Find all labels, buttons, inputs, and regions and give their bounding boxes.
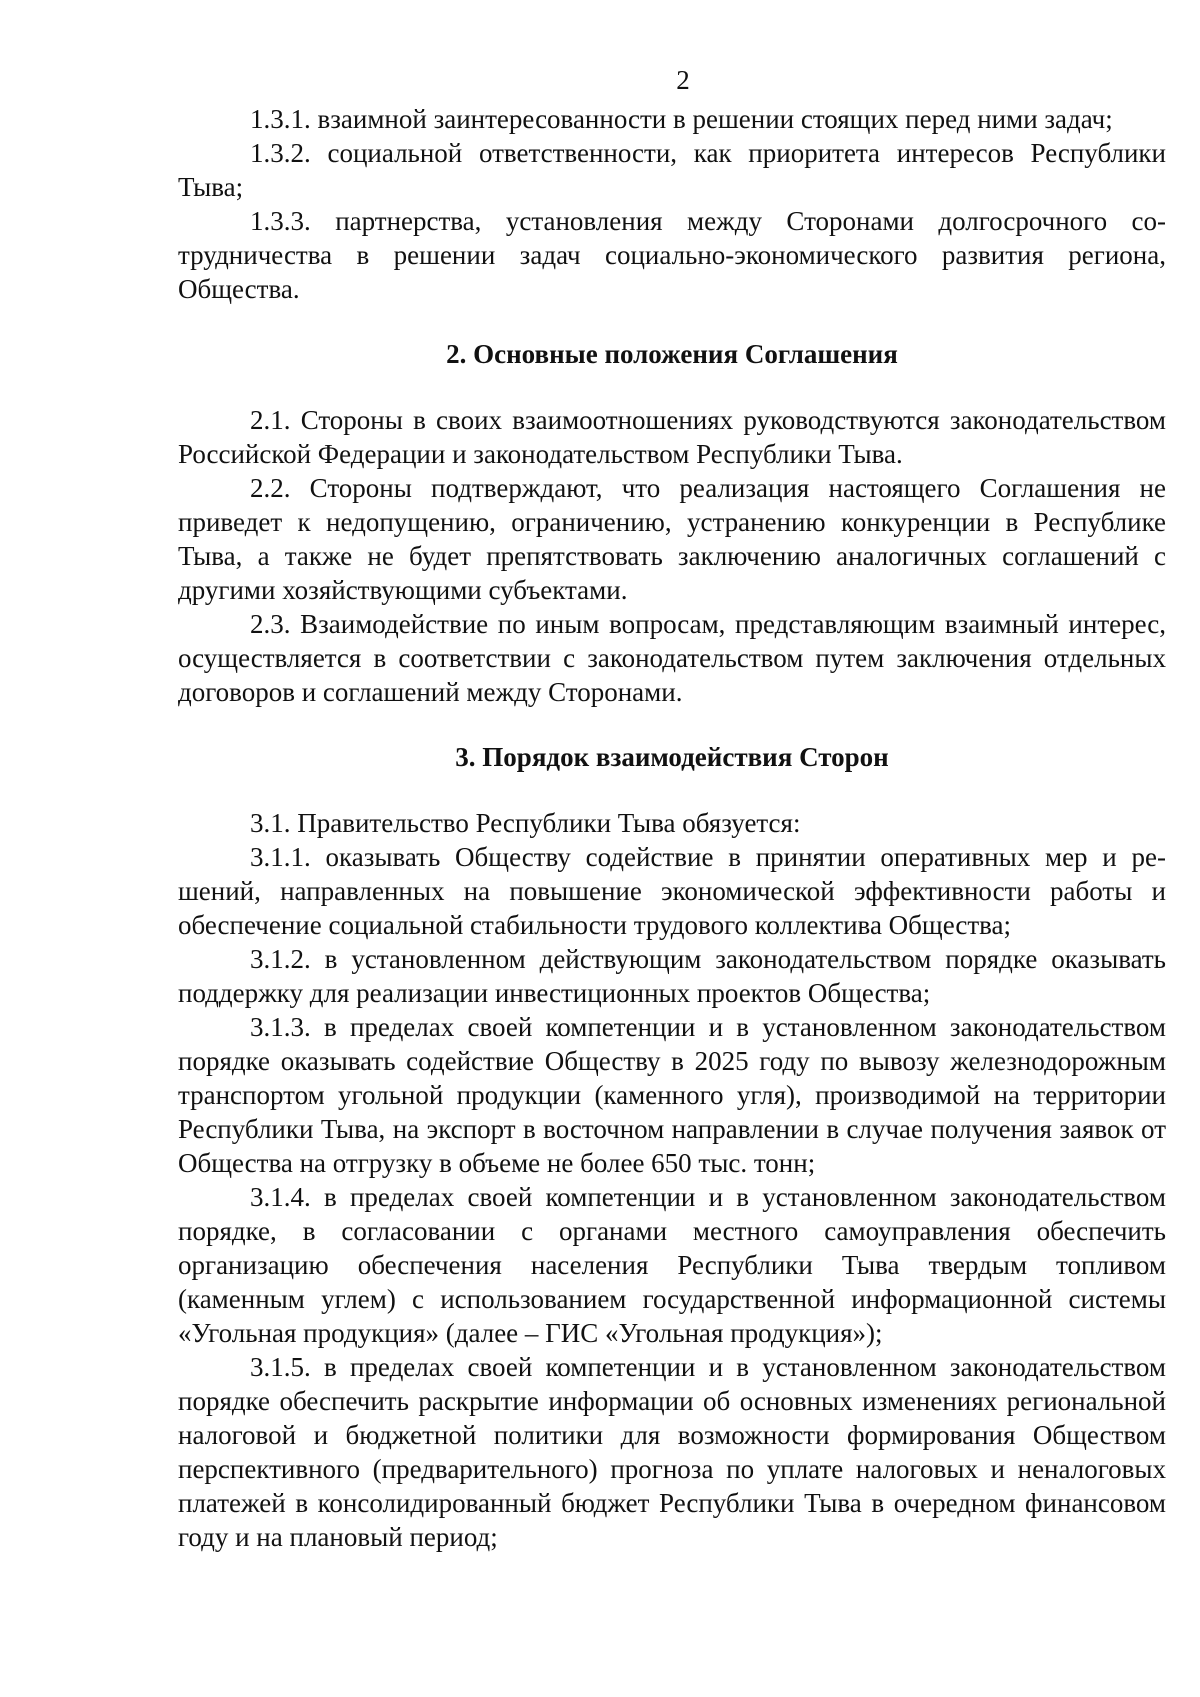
page-number: 2 — [676, 65, 690, 95]
section-3-heading: 3. Порядок взаимодействия Сторон — [455, 742, 889, 772]
clause-3-1-2: 3.1.2. в установленном действующим законодательством порядке оказывать поддержку для реализации инвестиционных проектов Общества; — [178, 944, 1166, 1008]
clause-3-1-5: 3.1.5. в пределах своей компетенции и в установленном законодательством порядке обеспечить раскрытие информации об основных изменениях региональной налоговой и бюджетной политики для возможности формирования Обществом перспективного (предварительного) прогноза по уплате налоговых и неналоговых платежей в консолидированный бюджет Республики Тыва в очередном финансовом году и на плановый период; — [178, 1352, 1166, 1552]
clause-3-1-3: 3.1.3. в пределах своей компетенции и в установленном законодательством порядке оказывать содействие Обществу в 2025 году по вывозу железнодорожным транспортом угольной продукции (каменного угля), производимой на территории Республики Тыва, на экспорт в восточном направлении в случае получения заявок от Общества на отгрузку в объеме не более 650 тыс. тонн; — [178, 1012, 1166, 1178]
clause-2-3: 2.3. Взаимодействие по иным вопросам, представляющим взаимный интерес, осуществляется в соответствии с законодательством путем заключения отдельных договоров и соглашений между Сторонами. — [178, 609, 1166, 707]
clause-1-3-1: 1.3.1. взаимной заинтересованности в решении стоящих перед ними задач; — [250, 104, 1113, 134]
clause-1-3-3: 1.3.3. партнерства, установления между Сторонами долгосрочного сотрудничества в решении задач социально-экономического развития региона, Общества. — [178, 206, 1166, 304]
clause-3-1: 3.1. Правительство Республики Тыва обязуется: — [250, 808, 801, 838]
clause-2-2: 2.2. Стороны подтверждают, что реализация настоящего Соглашения не приведет к недопущению, ограничению, устранению конкуренции в Республике Тыва, а также не будет препятствовать заключению аналогичных соглашений с другими хозяйствующими субъектами. — [178, 473, 1166, 605]
clause-1-3-2: 1.3.2. социальной ответственности, как приоритета интересов Республики Тыва; — [178, 138, 1166, 202]
document-page — [178, 62, 1166, 1554]
clause-2-1: 2.1. Стороны в своих взаимоотношениях руководствуются законодательством Российской Федерации и законодательством Республики Тыва. — [178, 405, 1166, 469]
clause-3-1-4: 3.1.4. в пределах своей компетенции и в установленном законодательством порядке, в согласовании с органами местного самоуправления обеспечить организацию обеспечения населения Республики Тыва твердым топливом (каменным углем) с использованием государственной информационной системы «Угольная продукция» (далее – ГИС «Угольная продукция»); — [178, 1182, 1166, 1348]
clause-3-1-1: 3.1.1. оказывать Обществу содействие в принятии оперативных мер и решений, направленных на повышение экономической эффективности работы и обеспечение социальной стабильности трудового коллектива Общества; — [178, 842, 1166, 940]
section-2-heading: 2. Основные положения Соглашения — [446, 339, 898, 369]
